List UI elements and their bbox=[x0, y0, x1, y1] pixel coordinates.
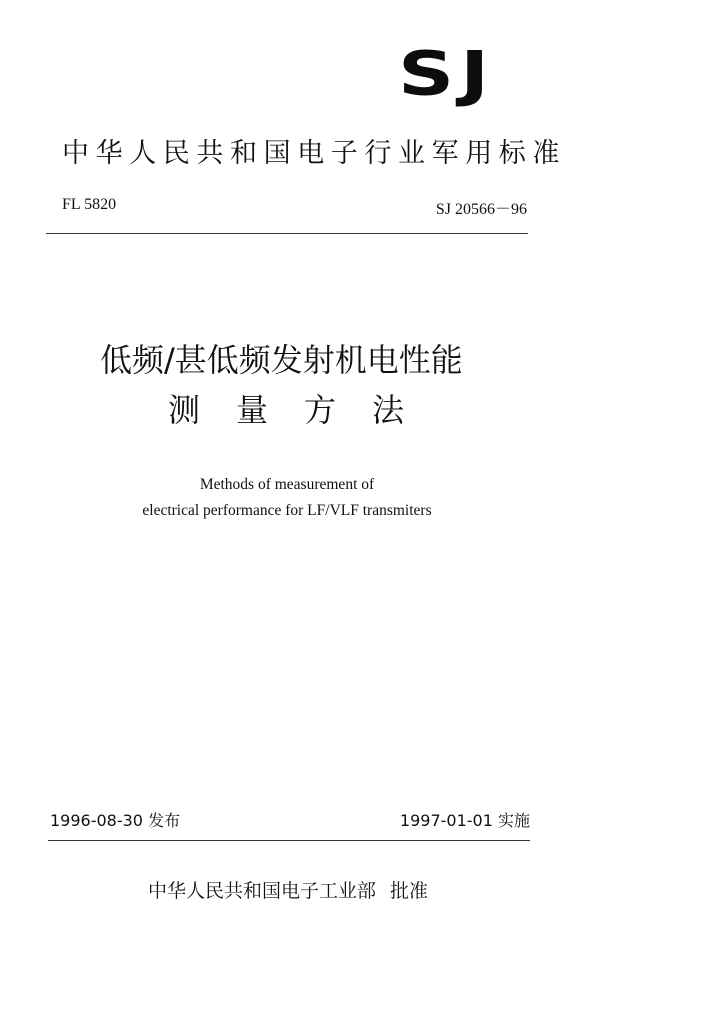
header-divider bbox=[46, 233, 528, 234]
document-title-en-line2: electrical performance for LF/VLF transmiters bbox=[142, 502, 432, 519]
document-title-cn: 低频/甚低频发射机电性能 bbox=[100, 341, 463, 379]
standard-category-title: 中华人民共和国电子行业军用标准 bbox=[62, 138, 566, 169]
issuing-authority bbox=[148, 876, 428, 903]
footer-divider bbox=[48, 840, 530, 841]
classification-code: FL 5820 bbox=[62, 196, 117, 213]
document-title-en-line1: Methods of measurement of bbox=[199, 476, 375, 493]
sj-logo: SJ bbox=[398, 39, 496, 110]
standard-number: SJ 20566－96 bbox=[435, 201, 527, 218]
document-title-cn-line2: 测量方法 bbox=[168, 391, 441, 429]
approval-label: 批准 bbox=[390, 880, 429, 902]
effective-date: 1997-01-01 实施 bbox=[399, 811, 530, 830]
issue-date: 1996-08-30 发布 bbox=[50, 811, 181, 830]
issuer-name: 中华人民共和国电子工业部 bbox=[148, 880, 377, 902]
